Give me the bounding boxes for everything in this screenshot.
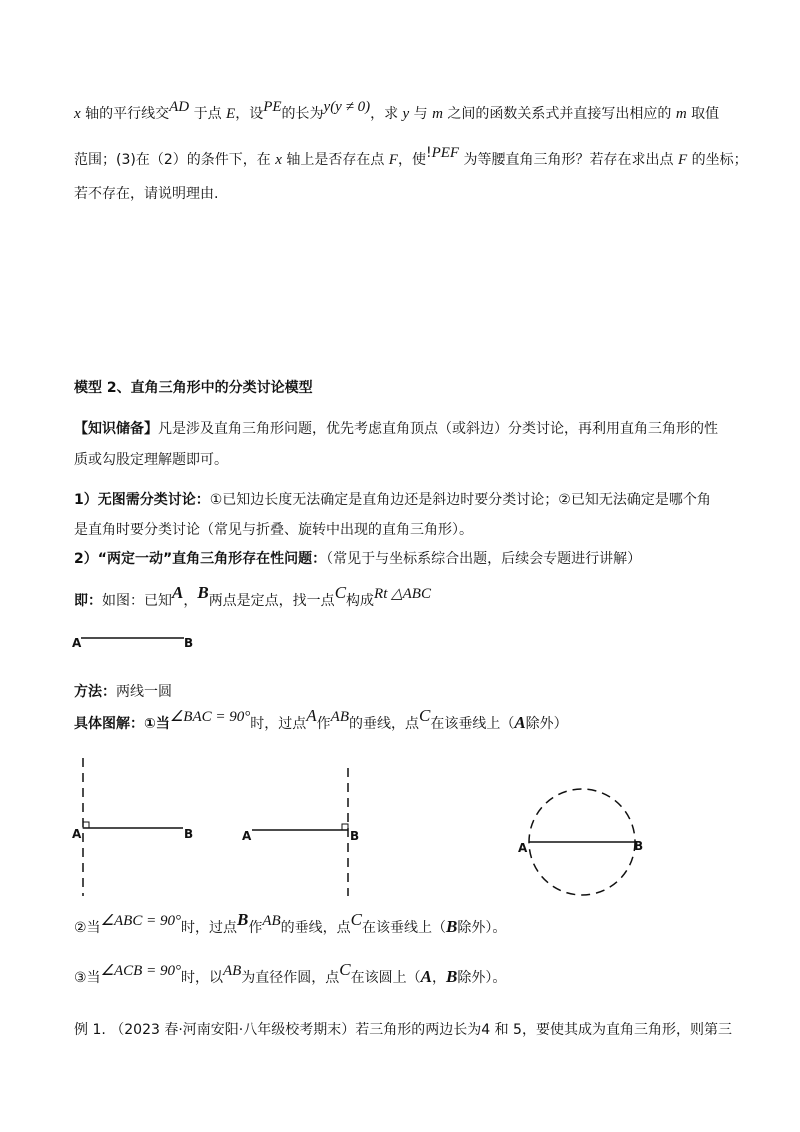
case2-line: ②当∠ABC = 90°时，过点B作AB的垂线，点C在该垂线上（B除外）。	[74, 910, 507, 936]
case3-line: ③当∠ACB = 90°时，以AB为直径作圆，点C在该圆上（A，B除外）。	[74, 960, 507, 986]
detail-line: 具体图解：①当∠BAC = 90°时，过点A作AB的垂线，点C在该垂线上（A除外）	[74, 706, 568, 732]
right-angle-mark	[342, 824, 348, 830]
label-a: A	[72, 827, 82, 841]
problem-line-1: x 轴的平行线交AD 于点 E，设PE的长为y(y ≠ 0)，求 y 与 m 之间的函数关系式并直接写出相应的 m 取值	[74, 99, 720, 122]
segment-ab-figure	[72, 630, 212, 652]
model2-heading: 模型 2、直角三角形中的分类讨论模型	[74, 380, 313, 396]
right-angle-mark	[83, 822, 89, 828]
problem-line-2: 范围；(3)在（2）的条件下，在 x 轴上是否存在点 F，使!PEF 为等腰直角三角形？若存在求出点 F 的坐标；	[74, 145, 748, 168]
label-a: A	[242, 829, 252, 843]
figure-perpendicular-at-b	[240, 758, 380, 898]
problem-line-3: 若不存在，请说明理由.	[74, 186, 219, 202]
point1-line-2: 是直角时要分类讨论（常见与折叠、旋转中出现的直角三角形）。	[74, 522, 473, 538]
label-b: B	[184, 827, 194, 841]
label-b: B	[184, 636, 194, 650]
ji-line: 即：如图：已知A，B两点是定点，找一点C构成Rt △ABC	[74, 583, 431, 609]
point1-line-1: 1）无图需分类讨论：①已知边长度无法确定是直角边还是斜边时要分类讨论；②已知无法确定是哪个角	[74, 492, 711, 508]
label-a: A	[518, 841, 528, 855]
figure-circle-diameter-ab	[516, 788, 666, 900]
knowledge-line-1: 【知识储备】凡是涉及直角三角形问题，优先考虑直角顶点（或斜边）分类讨论，再利用直角三角形的性	[74, 421, 718, 437]
label-b: B	[350, 829, 360, 843]
example1-line: 例 1. （2023 春·河南安阳·八年级校考期末）若三角形的两边长为4 和 5，要使其成为直角三角形，则第三	[74, 1022, 732, 1038]
figure-perpendicular-at-a	[70, 758, 210, 898]
label-a: A	[72, 636, 82, 650]
knowledge-line-2: 质或勾股定理解题即可。	[74, 452, 228, 468]
point2-line: 2）“两定一动”直角三角形存在性问题：（常见于与坐标系综合出题，后续会专题进行讲解）	[74, 551, 642, 567]
method-line: 方法：两线一圆	[74, 684, 172, 700]
label-b: B	[634, 839, 644, 853]
